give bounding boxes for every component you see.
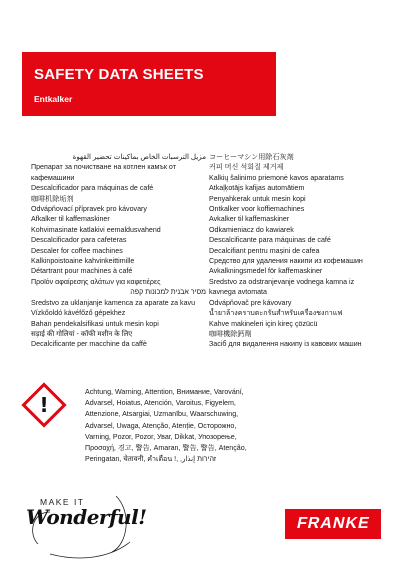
translation-line: مزيل الترسبات الخاص بماكينات تحضير القهوة [72, 153, 206, 161]
warning-line: Attenzione, Atsargiai, Uzmanību, Waarschuwing, [85, 410, 239, 419]
translation-line: Penyahkerak untuk mesin kopi [209, 194, 306, 203]
translation-line: Odvápňovač pre kávovary [209, 298, 292, 307]
translation-line: Kahve makineleri için kireç çözücü [209, 319, 318, 328]
translation-line: Sredstvo za uklanjanje kamenca za aparate za kavu [31, 298, 196, 307]
translation-line: Bahan pendekalsifikasi untuk mesin kopi [31, 319, 159, 328]
page-title: SAFETY DATA SHEETS [34, 66, 204, 83]
translation-line: kavnega avtomata [209, 288, 267, 297]
product-name: Entkalker [34, 94, 73, 104]
warning-line: Achtung, Warning, Attention, Внимание, Varování, [85, 388, 244, 396]
translation-line: Descalcificante para máquinas de café [209, 236, 331, 245]
translation-line: 커피 머신 석회질 제거제 [209, 163, 284, 172]
translation-line: Ontkalker voor koffiemachines [209, 205, 305, 214]
translation-line: Odvápňovací přípravek pro kávovary [31, 205, 147, 214]
franke-logo [285, 509, 381, 539]
warning-words [85, 387, 315, 465]
warning-line: Advarsel, Uwaga, Atenção, Atenție, Осторожно, [85, 421, 237, 430]
translation-line: Засіб для видалення накипу із кавових машин [209, 340, 362, 349]
translation-line: Kohvimasinate katlakivi eemaldusvahend [31, 225, 161, 234]
translation-line: кафемашини [31, 173, 75, 182]
translation-line: Descalcificador para máquinas de café [31, 184, 154, 193]
translation-line: Afkalker til kaffemaskiner [31, 215, 110, 224]
translation-line: सड़ाई की गोलियां - कॉफी मशीन के लिए [31, 329, 133, 338]
translation-line: Средство для удаления накипи из кофемашин [209, 257, 363, 266]
translation-line: Decalcifiant pentru mașini de cafea [209, 246, 320, 255]
translation-line: Kalkinpoistoaine kahvinkeittimille [31, 257, 135, 266]
translation-line: Odkamieniacz do kawiarek [209, 225, 294, 234]
warning-line: Advarsel, Hoiatus, Atención, Varoitus, Figyelem, [85, 399, 236, 408]
translation-line: 咖啡机除垢剂 [31, 194, 74, 203]
translation-line: Препарат за почистване на котлен камък от [31, 163, 176, 172]
tagline-script: Wonderful! [26, 505, 147, 529]
translation-line: Vízkőoldó kávéfőző gépekhez [31, 309, 126, 318]
translation-line: Descaler for coffee machines [31, 246, 123, 255]
warning-line: Varning, Pozor, Pozor, Уваг, Dikkat, Упозорење, [85, 432, 237, 441]
translation-line: Προϊόν αφαίρεσης αλάτων για καφετιέρες [31, 277, 161, 286]
logo-text: FRANKE [294, 515, 372, 532]
translation-line: Détartrant pour machines à café [31, 267, 133, 276]
tagline-top: MAKE IT [40, 497, 85, 507]
translation-line: Avkalker til kaffemaskiner [209, 215, 290, 224]
translation-line: コーヒーマシン用除石灰剤 [209, 153, 294, 161]
translation-line: Decalcificante per macchine da caffè [31, 340, 147, 349]
translation-line: Avkalkningsmedel för kaffemaskiner [209, 267, 323, 276]
translation-line: น้ำยาล้างคราบตะกรันสำหรับเครื่องชงกาแฟ [209, 309, 343, 318]
warning-line: Προσοχή, 경고, 警告, Amaran, 警告, 警告, Atenção, [85, 444, 247, 453]
translation-line: Sredstvo za odstranjevanje vodnega kamna iz [209, 277, 355, 286]
translations-left-column [31, 152, 206, 350]
translation-line: 咖啡機除鈣劑 [209, 329, 252, 338]
translation-line: מסיר אבנית למכונות קפה [130, 288, 206, 297]
translation-line: Kalkių šalinimo priemonė kavos aparatams [209, 173, 344, 182]
warning-line: Peringatan, चेतावनी, คำเตือน !, ,זהירות إنذار [85, 455, 217, 464]
translation-line: Descalcificador para cafeteras [31, 236, 127, 245]
translation-line: Atkaļķotājs kafijas automātiem [209, 184, 305, 193]
header-banner [22, 52, 276, 116]
exclamation-glyph: ! [39, 393, 49, 417]
translations-right-column [209, 152, 394, 350]
